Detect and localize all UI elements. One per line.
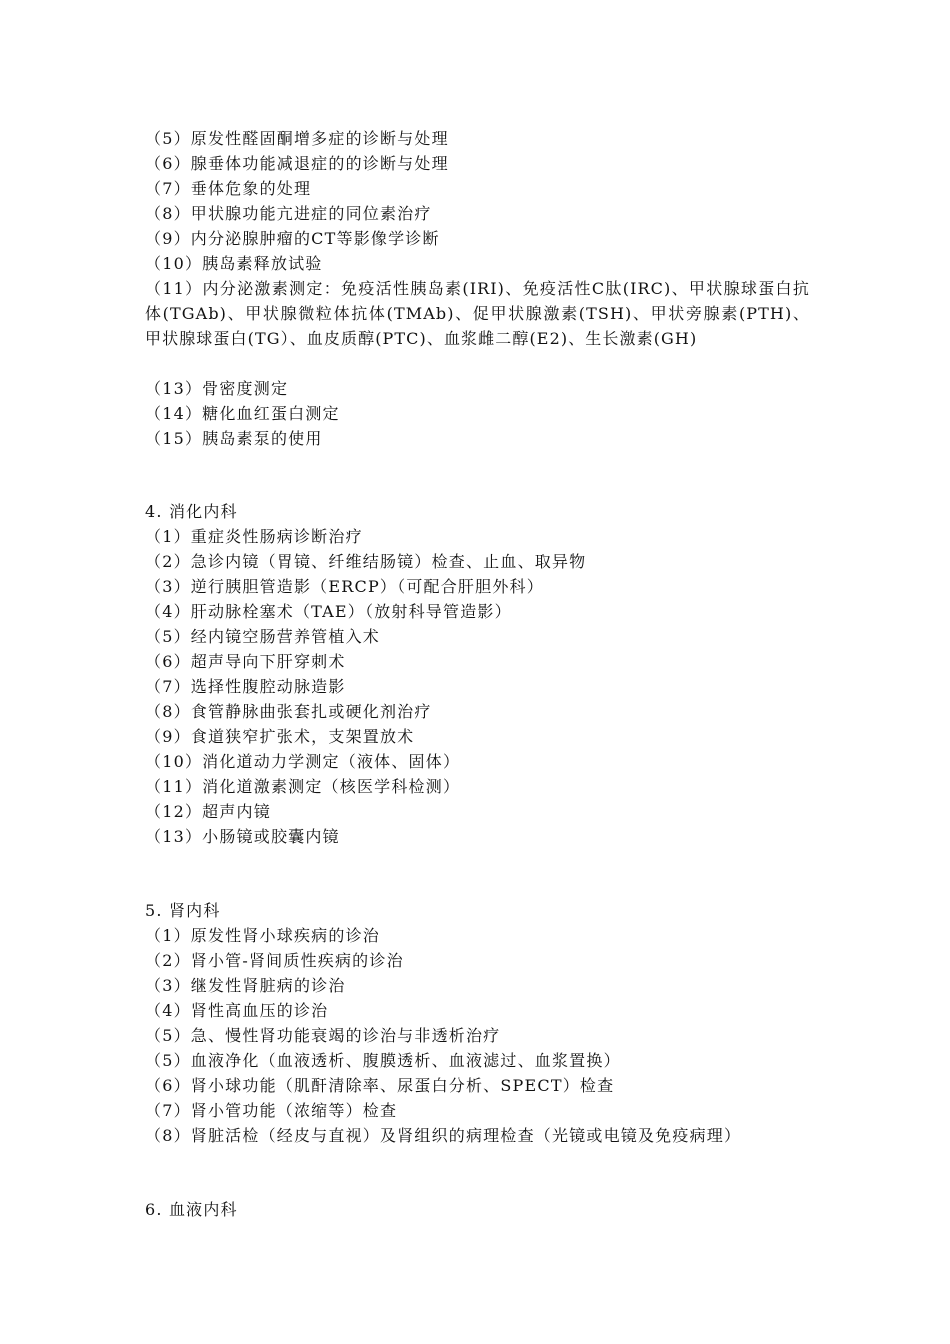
list-item: （3）逆行胰胆管造影（ERCP）（可配合肝胆外科） [145,577,544,596]
list-item: （8）甲状腺功能亢进症的同位素治疗 [145,204,432,223]
list-item: （8）肾脏活检（经皮与直视）及肾组织的病理检查（光镜或电镜及免疫病理） [145,1126,742,1145]
list-item: （7）垂体危象的处理 [145,179,312,198]
list-item: （6）腺垂体功能减退症的的诊断与处理 [145,154,449,173]
list-item: （9）食道狭窄扩张术，支架置放术 [145,727,415,746]
list-item: （10）消化道动力学测定（液体、固体） [145,752,461,771]
list-item: （3）继发性肾脏病的诊治 [145,976,346,995]
list-item: （7）肾小管功能（浓缩等）检查 [145,1101,398,1120]
list-item: （2）肾小管-肾间质性疾病的诊治 [145,951,404,970]
list-item: （9）内分泌腺肿瘤的CT等影像学诊断 [145,229,440,248]
list-item: （8）食管静脉曲张套扎或硬化剂治疗 [145,702,432,721]
list-item: （6）超声导向下肝穿刺术 [145,652,346,671]
list-item: （14）糖化血红蛋白测定 [145,404,340,423]
list-item: （5）血液净化（血液透析、腹膜透析、血液滤过、血浆置换） [145,1051,621,1070]
list-item: （15）胰岛素泵的使用 [145,429,323,448]
list-item: （13）骨密度测定 [145,379,289,398]
nephro-section [145,898,810,1148]
section-heading: 6. 血液内科 [145,1200,238,1219]
list-item: （7）选择性腹腔动脉造影 [145,677,346,696]
list-item: （1）原发性肾小球疾病的诊治 [145,926,380,945]
list-item: （5）原发性醛固酮增多症的诊断与处理 [145,129,449,148]
list-item: （1）重症炎性肠病诊断治疗 [145,527,363,546]
section-heading: 5. 肾内科 [145,901,221,920]
hemato-section [145,1197,810,1222]
list-item: （5）急、慢性肾功能衰竭的诊治与非透析治疗 [145,1026,501,1045]
list-item: （4）肾性高血压的诊治 [145,1001,329,1020]
list-item: （10）胰岛素释放试验 [145,254,323,273]
endocrine-section [145,126,810,451]
list-item-hormone-tests: （11）内分泌激素测定：免疫活性胰岛素(IRI)、免疫活性C肽(IRC)、甲状腺球蛋白抗体(TGAb)、甲状腺微粒体抗体(TMAb)、促甲状腺激素(TSH)、甲状旁腺素(PTH)、甲状腺球蛋白(TG）、血皮质醇(PTC)、血浆雌二醇(E2)、生长激素(GH) [145,279,810,348]
list-item: （2）急诊内镜（胃镜、纤维结肠镜）检查、止血、取异物 [145,552,587,571]
gastro-section [145,499,810,849]
list-item: （5）经内镜空肠营养管植入术 [145,627,380,646]
list-item: （13）小肠镜或胶囊内镜 [145,827,340,846]
list-item: （12）超声内镜 [145,802,271,821]
list-item: （11）消化道激素测定（核医学科检测） [145,777,461,796]
list-item: （6）肾小球功能（肌酐清除率、尿蛋白分析、SPECT）检查 [145,1076,615,1095]
list-item: （4）肝动脉栓塞术（TAE）（放射科导管造影） [145,602,512,621]
section-heading: 4. 消化内科 [145,502,238,521]
